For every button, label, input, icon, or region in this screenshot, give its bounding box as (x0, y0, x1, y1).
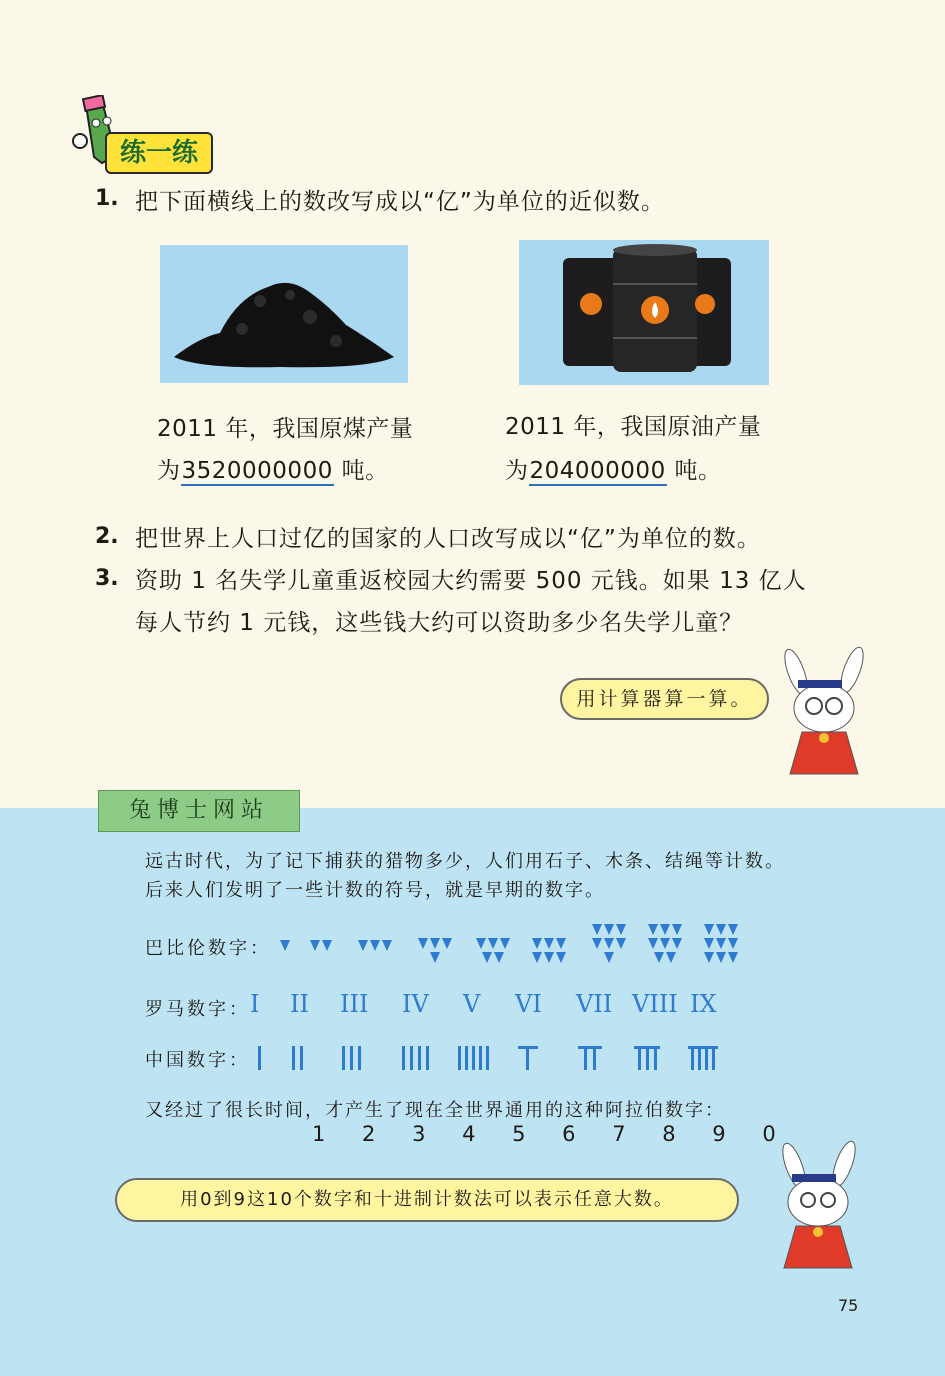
roman-numeral-5: V (463, 990, 481, 1018)
page-number: 75 (838, 1296, 859, 1315)
babylonian-1 (280, 940, 290, 951)
babylonian-3 (358, 940, 392, 951)
section-title: 练一练 (105, 132, 213, 174)
rod-numeral-5 (458, 1046, 489, 1070)
chinese-rod-numerals (250, 1040, 730, 1076)
chinese-label: 中国数字： (145, 1050, 250, 1071)
question-3-number: 3. (95, 566, 119, 591)
website-paragraph-line2: 后来人们发明了一些计数的符号，就是早期的数字。 (145, 880, 605, 901)
roman-numeral-4: IV (402, 990, 429, 1018)
question-2-number: 2. (95, 524, 119, 549)
rod-numeral-6 (518, 1046, 538, 1070)
calculator-hint-bubble: 用计算器算一算。 (560, 678, 769, 720)
roman-numeral-6: VI (515, 990, 542, 1018)
babylonian-9 (704, 924, 738, 963)
rod-numeral-8 (634, 1046, 660, 1070)
babylonian-label: 巴比伦数字： (145, 938, 271, 959)
roman-numeral-1: I (250, 990, 260, 1018)
rod-numeral-4 (402, 1046, 429, 1070)
rod-numeral-3 (342, 1046, 361, 1070)
website-hint-bubble: 用0到9这10个数字和十进制计数法可以表示任意大数。 (115, 1178, 739, 1222)
roman-numeral-7: VII (576, 990, 613, 1018)
babylonian-7 (592, 924, 626, 963)
babylonian-2 (310, 940, 332, 951)
rod-numeral-2 (292, 1046, 303, 1070)
rabbit-doctor-icon-2 (762, 1140, 882, 1280)
babylonian-8 (648, 924, 682, 963)
coal-caption-line1: 2011 年，我国原煤产量 (157, 416, 414, 442)
coal-image (160, 245, 408, 383)
babylonian-4 (418, 938, 452, 963)
babylonian-6 (532, 938, 566, 963)
rod-numeral-9 (688, 1046, 718, 1070)
question-3-line2: 每人节约 1 元钱，这些钱大约可以资助多少名失学儿童？ (135, 610, 744, 636)
oil-barrels-image (519, 240, 769, 385)
question-1-number: 1. (95, 186, 119, 211)
rabbit-doctor-icon (768, 646, 888, 786)
question-3-line1: 资助 1 名失学儿童重返校园大约需要 500 元钱。如果 13 亿人 (135, 568, 807, 594)
babylonian-numerals (270, 920, 750, 972)
arabic-digits: 1 2 3 4 5 6 7 8 9 0 (312, 1122, 791, 1146)
website-paragraph-line1: 远古时代，为了记下捕获的猎物多少，人们用石子、木条、结绳等计数。 (145, 851, 785, 872)
rod-numeral-1 (258, 1046, 261, 1070)
roman-numeral-2: II (290, 990, 309, 1018)
oil-caption-line2: 为204000000 吨。 (505, 458, 722, 484)
roman-numeral-9: IX (690, 990, 717, 1018)
roman-numeral-3: III (340, 990, 369, 1018)
question-1-text: 把下面横线上的数改写成以“亿”为单位的近似数。 (135, 189, 665, 215)
coal-output-number: 3520000000 (181, 458, 333, 484)
roman-numeral-8: VIII (632, 990, 678, 1018)
rod-numeral-7 (578, 1046, 602, 1070)
question-2-text: 把世界上人口过亿的国家的人口改写成以“亿”为单位的数。 (135, 526, 761, 552)
arabic-intro: 又经过了很长时间，才产生了现在全世界通用的这种阿拉伯数字： (145, 1100, 725, 1121)
oil-output-number: 204000000 (529, 458, 666, 484)
oil-caption-line1: 2011 年，我国原油产量 (505, 414, 762, 440)
babylonian-5 (476, 938, 510, 963)
coal-caption-line2: 为3520000000 吨。 (157, 458, 389, 484)
roman-label: 罗马数字： (145, 999, 250, 1020)
website-tag: 兔博士网站 (98, 790, 300, 832)
